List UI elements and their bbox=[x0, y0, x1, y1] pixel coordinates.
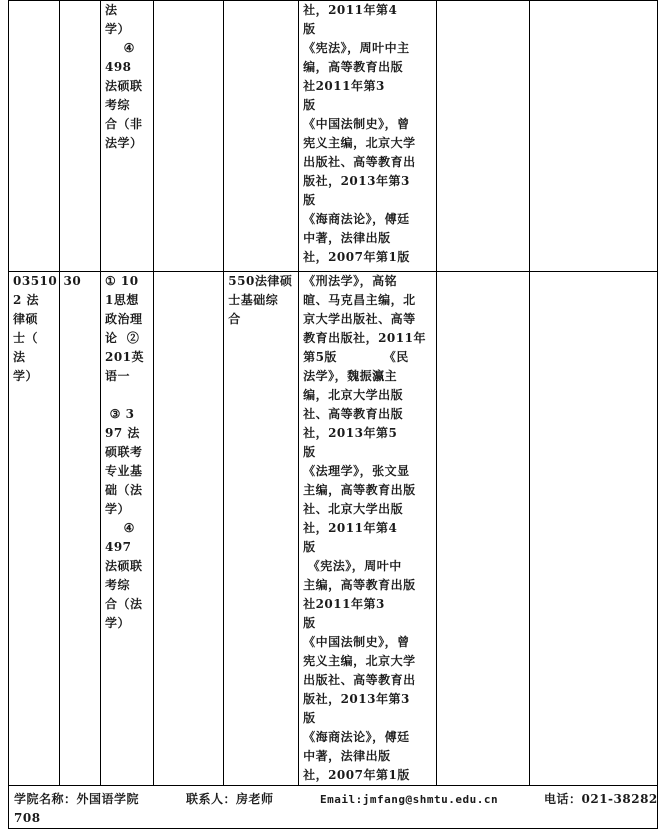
reference-book-line: 暄、马克昌主编，北 bbox=[303, 293, 416, 307]
reference-book-line: 第5版 《民 bbox=[303, 350, 409, 364]
subjects-text-line: 学） bbox=[104, 616, 130, 630]
reference-book-line: 版社，2013年第3 bbox=[303, 692, 410, 706]
reference-book-line: 版 bbox=[303, 540, 316, 554]
reference-book-line: 社，2011年第4 bbox=[303, 3, 398, 17]
footer-cell bbox=[9, 786, 658, 829]
reference-book-line: 主编，高等教育出版 bbox=[303, 578, 416, 592]
reference-book-line: 版 bbox=[303, 193, 316, 207]
reference-book-line: 编，高等教育出版 bbox=[303, 60, 404, 74]
reference-book-line: 《宪法》，周叶中 bbox=[303, 559, 402, 573]
books-cell bbox=[299, 1, 436, 272]
school-name: 学院名称：外国语学院 bbox=[14, 792, 140, 806]
reference-book-line: 法学》，魏振瀛主 bbox=[303, 369, 398, 383]
reference-book-line: 版社，2013年第3 bbox=[303, 174, 410, 188]
subjects-text-line: ④ bbox=[104, 521, 135, 535]
subjects-text-line: 学） bbox=[104, 502, 130, 516]
empty-cell bbox=[153, 1, 224, 272]
subjects-text-line: 专业基 bbox=[104, 464, 143, 478]
subjects-text-line: 硕联考 bbox=[104, 445, 143, 459]
major-text-line: 2 法 bbox=[13, 293, 40, 307]
reference-book-line: 《法理学》，张文显 bbox=[303, 464, 410, 478]
major-cell bbox=[9, 272, 60, 786]
enroll-cell bbox=[59, 1, 100, 272]
notes-cell bbox=[436, 272, 529, 786]
books-cell bbox=[299, 272, 436, 786]
reference-book-line: 京大学出版社、高等 bbox=[303, 312, 416, 326]
major-text-line: 法 bbox=[13, 350, 26, 364]
reference-book-line: 社、高等教育出版 bbox=[303, 407, 404, 421]
reference-book-line: 中著，法律出版 bbox=[303, 231, 391, 245]
subjects-text-line: 政治理 bbox=[104, 312, 143, 326]
subjects-text-line: 1思想 bbox=[104, 293, 139, 307]
footer-row bbox=[9, 786, 658, 829]
reference-book-line: 出版社、高等教育出 bbox=[303, 673, 416, 687]
admission-table bbox=[8, 0, 658, 829]
email-address: Email:jmfang@shmtu.edu.cn bbox=[320, 793, 499, 806]
retest-subject-line: 合 bbox=[228, 312, 241, 326]
subjects-text-line: 论 ② bbox=[104, 331, 140, 345]
table-row bbox=[9, 1, 658, 272]
reference-book-line: 主编，高等教育出版 bbox=[303, 483, 416, 497]
subjects-text-line: 合（法 bbox=[104, 597, 143, 611]
subjects-text-line: 497 bbox=[104, 540, 132, 554]
retest-subject-line: 士基础综 bbox=[228, 293, 279, 307]
reference-book-line: 教育出版社，2011年 bbox=[303, 331, 426, 345]
subjects-text-line: 考综 bbox=[104, 578, 130, 592]
subjects-text-line: ③ 3 bbox=[104, 407, 135, 421]
empty-cell bbox=[153, 272, 224, 786]
retest-cell bbox=[224, 272, 299, 786]
major-text-line: 03510 bbox=[13, 274, 58, 288]
reference-book-line: 中著，法律出版 bbox=[303, 749, 391, 763]
reference-book-line: 《中国法制史》，曾 bbox=[303, 117, 410, 131]
phone-number: 电话：021-38282 bbox=[544, 792, 658, 806]
subjects-text-line: 础（法 bbox=[104, 483, 143, 497]
reference-book-line: 社2011年第3 bbox=[303, 79, 385, 93]
reference-book-line: 宪义主编，北京大学 bbox=[303, 654, 416, 668]
reference-book-line: 宪义主编，北京大学 bbox=[303, 136, 416, 150]
subjects-text-line: 考综 bbox=[104, 98, 130, 112]
subjects-text-line: 法学） bbox=[104, 136, 143, 150]
reference-book-line: 《海商法论》，傅廷 bbox=[303, 212, 410, 226]
reference-book-line: 《中国法制史》，曾 bbox=[303, 635, 410, 649]
reference-book-line: 出版社、高等教育出 bbox=[303, 155, 416, 169]
phone-number-continued: 708 bbox=[14, 811, 41, 825]
major-text-line: 律硕 bbox=[13, 312, 39, 326]
reference-book-line: 版 bbox=[303, 711, 316, 725]
reference-book-line: 社2011年第3 bbox=[303, 597, 385, 611]
subjects-text-line: 498 bbox=[104, 60, 132, 74]
remarks-cell bbox=[529, 1, 657, 272]
reference-book-line: 编，北京大学出版 bbox=[303, 388, 404, 402]
subjects-text-line: 合（非 bbox=[104, 117, 143, 131]
subjects-cell bbox=[100, 272, 153, 786]
subjects-text-line: ① 10 bbox=[104, 274, 139, 288]
contact-person: 联系人：房老师 bbox=[186, 792, 274, 806]
reference-book-line: 《海商法论》，傅廷 bbox=[303, 730, 410, 744]
table-row bbox=[9, 272, 658, 786]
reference-book-line: 版 bbox=[303, 98, 316, 112]
reference-book-line: 《刑法学》，高铭 bbox=[303, 274, 398, 288]
enroll-count: 30 bbox=[63, 274, 82, 288]
reference-book-line: 版 bbox=[303, 22, 316, 36]
reference-book-line: 《宪法》，周叶中主 bbox=[303, 41, 410, 55]
subjects-cell bbox=[100, 1, 153, 272]
subjects-text-line: 语一 bbox=[104, 369, 130, 383]
major-text-line: 士（ bbox=[13, 331, 39, 345]
remarks-cell bbox=[529, 272, 657, 786]
subjects-text-line bbox=[105, 386, 149, 405]
enroll-cell bbox=[59, 272, 100, 786]
major-cell bbox=[9, 1, 60, 272]
reference-book-line: 社，2011年第4 bbox=[303, 521, 398, 535]
reference-book-line: 社，2007年第1版 bbox=[303, 250, 410, 264]
reference-book-line: 社，2013年第5 bbox=[303, 426, 398, 440]
notes-cell bbox=[436, 1, 529, 272]
subjects-text-line: 学） bbox=[104, 22, 130, 36]
subjects-text-line: 201英 bbox=[104, 350, 145, 364]
reference-book-line: 版 bbox=[303, 616, 316, 630]
subjects-text-line: 97 法 bbox=[104, 426, 140, 440]
reference-book-line: 社、北京大学出版 bbox=[303, 502, 404, 516]
reference-book-line: 社，2007年第1版 bbox=[303, 768, 410, 782]
retest-subject-line: 550法律硕 bbox=[228, 274, 293, 288]
subjects-text-line: ④ bbox=[104, 41, 135, 55]
retest-cell bbox=[224, 1, 299, 272]
major-text-line: 学） bbox=[13, 369, 39, 383]
subjects-text-line: 法 bbox=[104, 3, 118, 17]
subjects-text-line: 法硕联 bbox=[104, 79, 143, 93]
reference-book-line: 版 bbox=[303, 445, 316, 459]
subjects-text-line: 法硕联 bbox=[104, 559, 143, 573]
